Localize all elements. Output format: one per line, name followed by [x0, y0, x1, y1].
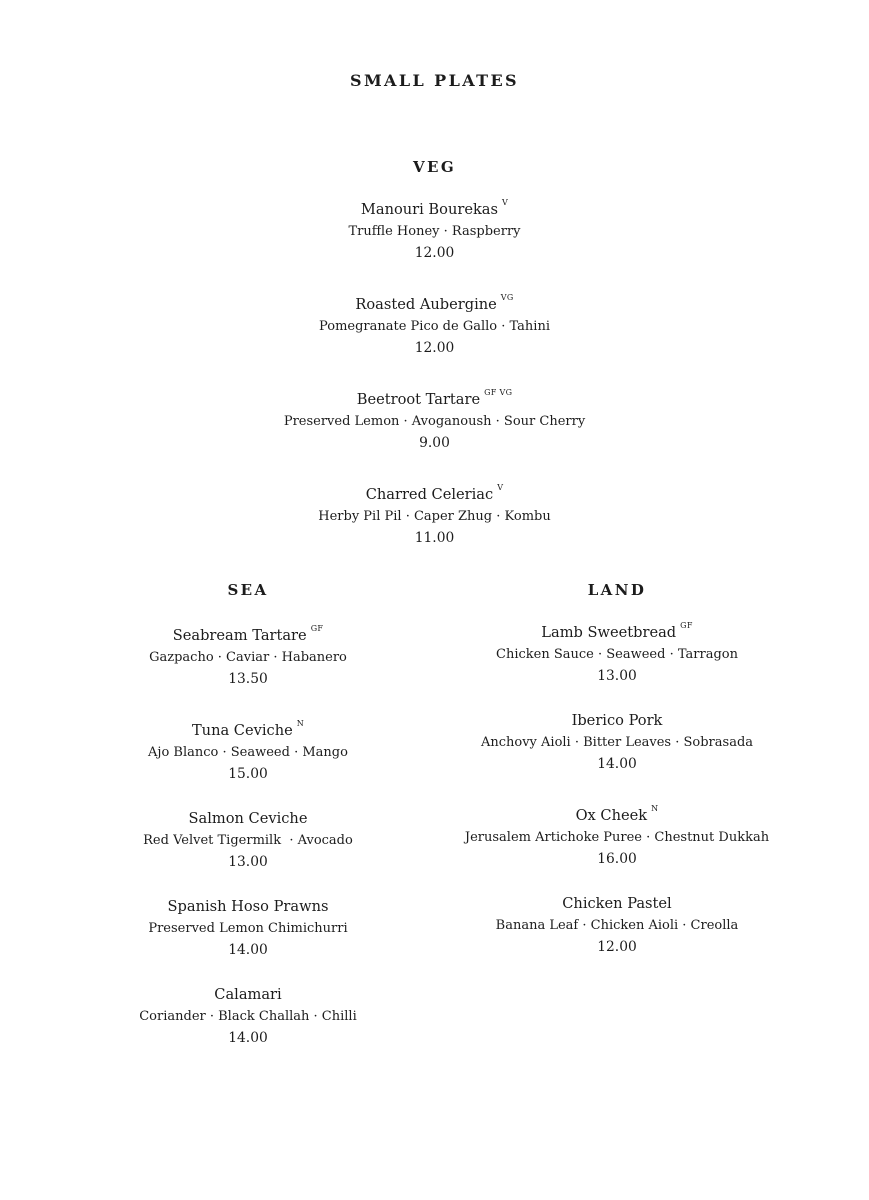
dietary-tag: GF VG: [484, 388, 513, 397]
menu-item: [0, 288, 869, 358]
dish-price: 13.00: [228, 854, 268, 870]
menu-item: [60, 619, 436, 689]
dish-price: 16.00: [597, 851, 637, 867]
dish-name: Ox Cheek: [575, 807, 648, 824]
dish-name: Spanish Hoso Prawns: [167, 898, 329, 915]
dish-name-line: [0, 288, 869, 315]
dish-description: Red Velvet Tigermilk · Avocado: [143, 833, 353, 848]
dish-price: 14.00: [228, 942, 268, 958]
dish-price: 9.00: [419, 435, 450, 451]
menu-item: [60, 714, 436, 784]
dietary-tag: GF: [310, 624, 324, 633]
dish-description: Gazpacho · Caviar · Habanero: [149, 650, 347, 665]
dietary-tag: GF: [680, 621, 693, 630]
dietary-tag: N: [296, 719, 305, 728]
dietary-tag: N: [651, 804, 659, 813]
dish-name: Seabream Tartare: [172, 627, 307, 644]
dish-name: Lamb Sweetbread: [541, 624, 677, 641]
dish-name: Roasted Aubergine: [355, 296, 497, 313]
section-heading-sea: SEA: [227, 581, 269, 599]
dietary-tag: V: [497, 483, 504, 492]
dish-description: Jerusalem Artichoke Puree · Chestnut Dukkah: [464, 830, 770, 845]
dish-description: Herby Pil Pil · Caper Zhug · Kombu: [318, 509, 551, 524]
section-heading-veg: VEG: [412, 158, 457, 176]
dish-description: Preserved Lemon · Avoganoush · Sour Cherry: [283, 414, 586, 429]
menu-item: [429, 616, 805, 686]
dish-price: 14.00: [228, 1030, 268, 1046]
dish-name: Tuna Ceviche: [191, 722, 293, 739]
dish-name-line: [60, 985, 436, 1005]
dish-name-line: [60, 809, 436, 829]
menu-item: [60, 985, 436, 1048]
menu-item: [429, 711, 805, 774]
dish-price: 13.00: [597, 668, 637, 684]
veg-section: [0, 157, 869, 573]
menu-item: [60, 897, 436, 960]
dish-name: Beetroot Tartare: [356, 391, 481, 408]
dish-description: Banana Leaf · Chicken Aioli · Creolla: [495, 918, 739, 933]
dish-name-line: [429, 616, 805, 643]
page-title: SMALL PLATES: [349, 71, 520, 90]
dietary-tag: V: [502, 198, 509, 207]
dish-name: Manouri Bourekas: [360, 201, 498, 218]
dish-name-line: [429, 711, 805, 731]
dish-name: Salmon Ceviche: [188, 810, 308, 827]
land-section: [429, 580, 805, 982]
dish-description: Preserved Lemon Chimichurri: [148, 921, 348, 936]
menu-item: [0, 383, 869, 453]
dish-name-line: [429, 799, 805, 826]
dish-description: Truffle Honey · Raspberry: [348, 224, 521, 239]
dish-name: Calamari: [214, 986, 282, 1003]
menu-item: [0, 193, 869, 263]
dish-name: Chicken Pastel: [562, 895, 672, 912]
menu-item: [0, 478, 869, 548]
dietary-tag: VG: [500, 293, 514, 302]
section-heading-land: LAND: [587, 581, 647, 599]
dish-name-line: [0, 383, 869, 410]
dish-price: 11.00: [414, 530, 455, 546]
dish-name-line: [60, 714, 436, 741]
dish-name: Iberico Pork: [571, 712, 663, 729]
dish-price: 12.00: [414, 245, 455, 261]
dish-description: Pomegranate Pico de Gallo · Tahini: [319, 319, 550, 334]
dish-name: Charred Celeriac: [365, 486, 494, 503]
dish-name-line: [429, 894, 805, 914]
dish-name-line: [60, 897, 436, 917]
menu-item: [429, 799, 805, 869]
dish-name-line: [0, 478, 869, 505]
dish-description: Chicken Sauce · Seaweed · Tarragon: [496, 647, 738, 662]
sea-section: [60, 580, 436, 1073]
dish-name-line: [0, 193, 869, 220]
dish-description: Coriander · Black Challah · Chilli: [139, 1009, 357, 1024]
dish-price: 14.00: [597, 756, 637, 772]
dish-price: 12.00: [597, 939, 637, 955]
menu-item: [60, 809, 436, 872]
dish-price: 12.00: [414, 340, 455, 356]
dish-price: 13.50: [228, 671, 268, 687]
dish-description: Anchovy Aioli · Bitter Leaves · Sobrasada: [480, 735, 754, 750]
dish-description: Ajo Blanco · Seaweed · Mango: [148, 745, 348, 760]
dish-name-line: [60, 619, 436, 646]
menu-item: [429, 894, 805, 957]
dish-price: 15.00: [228, 766, 268, 782]
